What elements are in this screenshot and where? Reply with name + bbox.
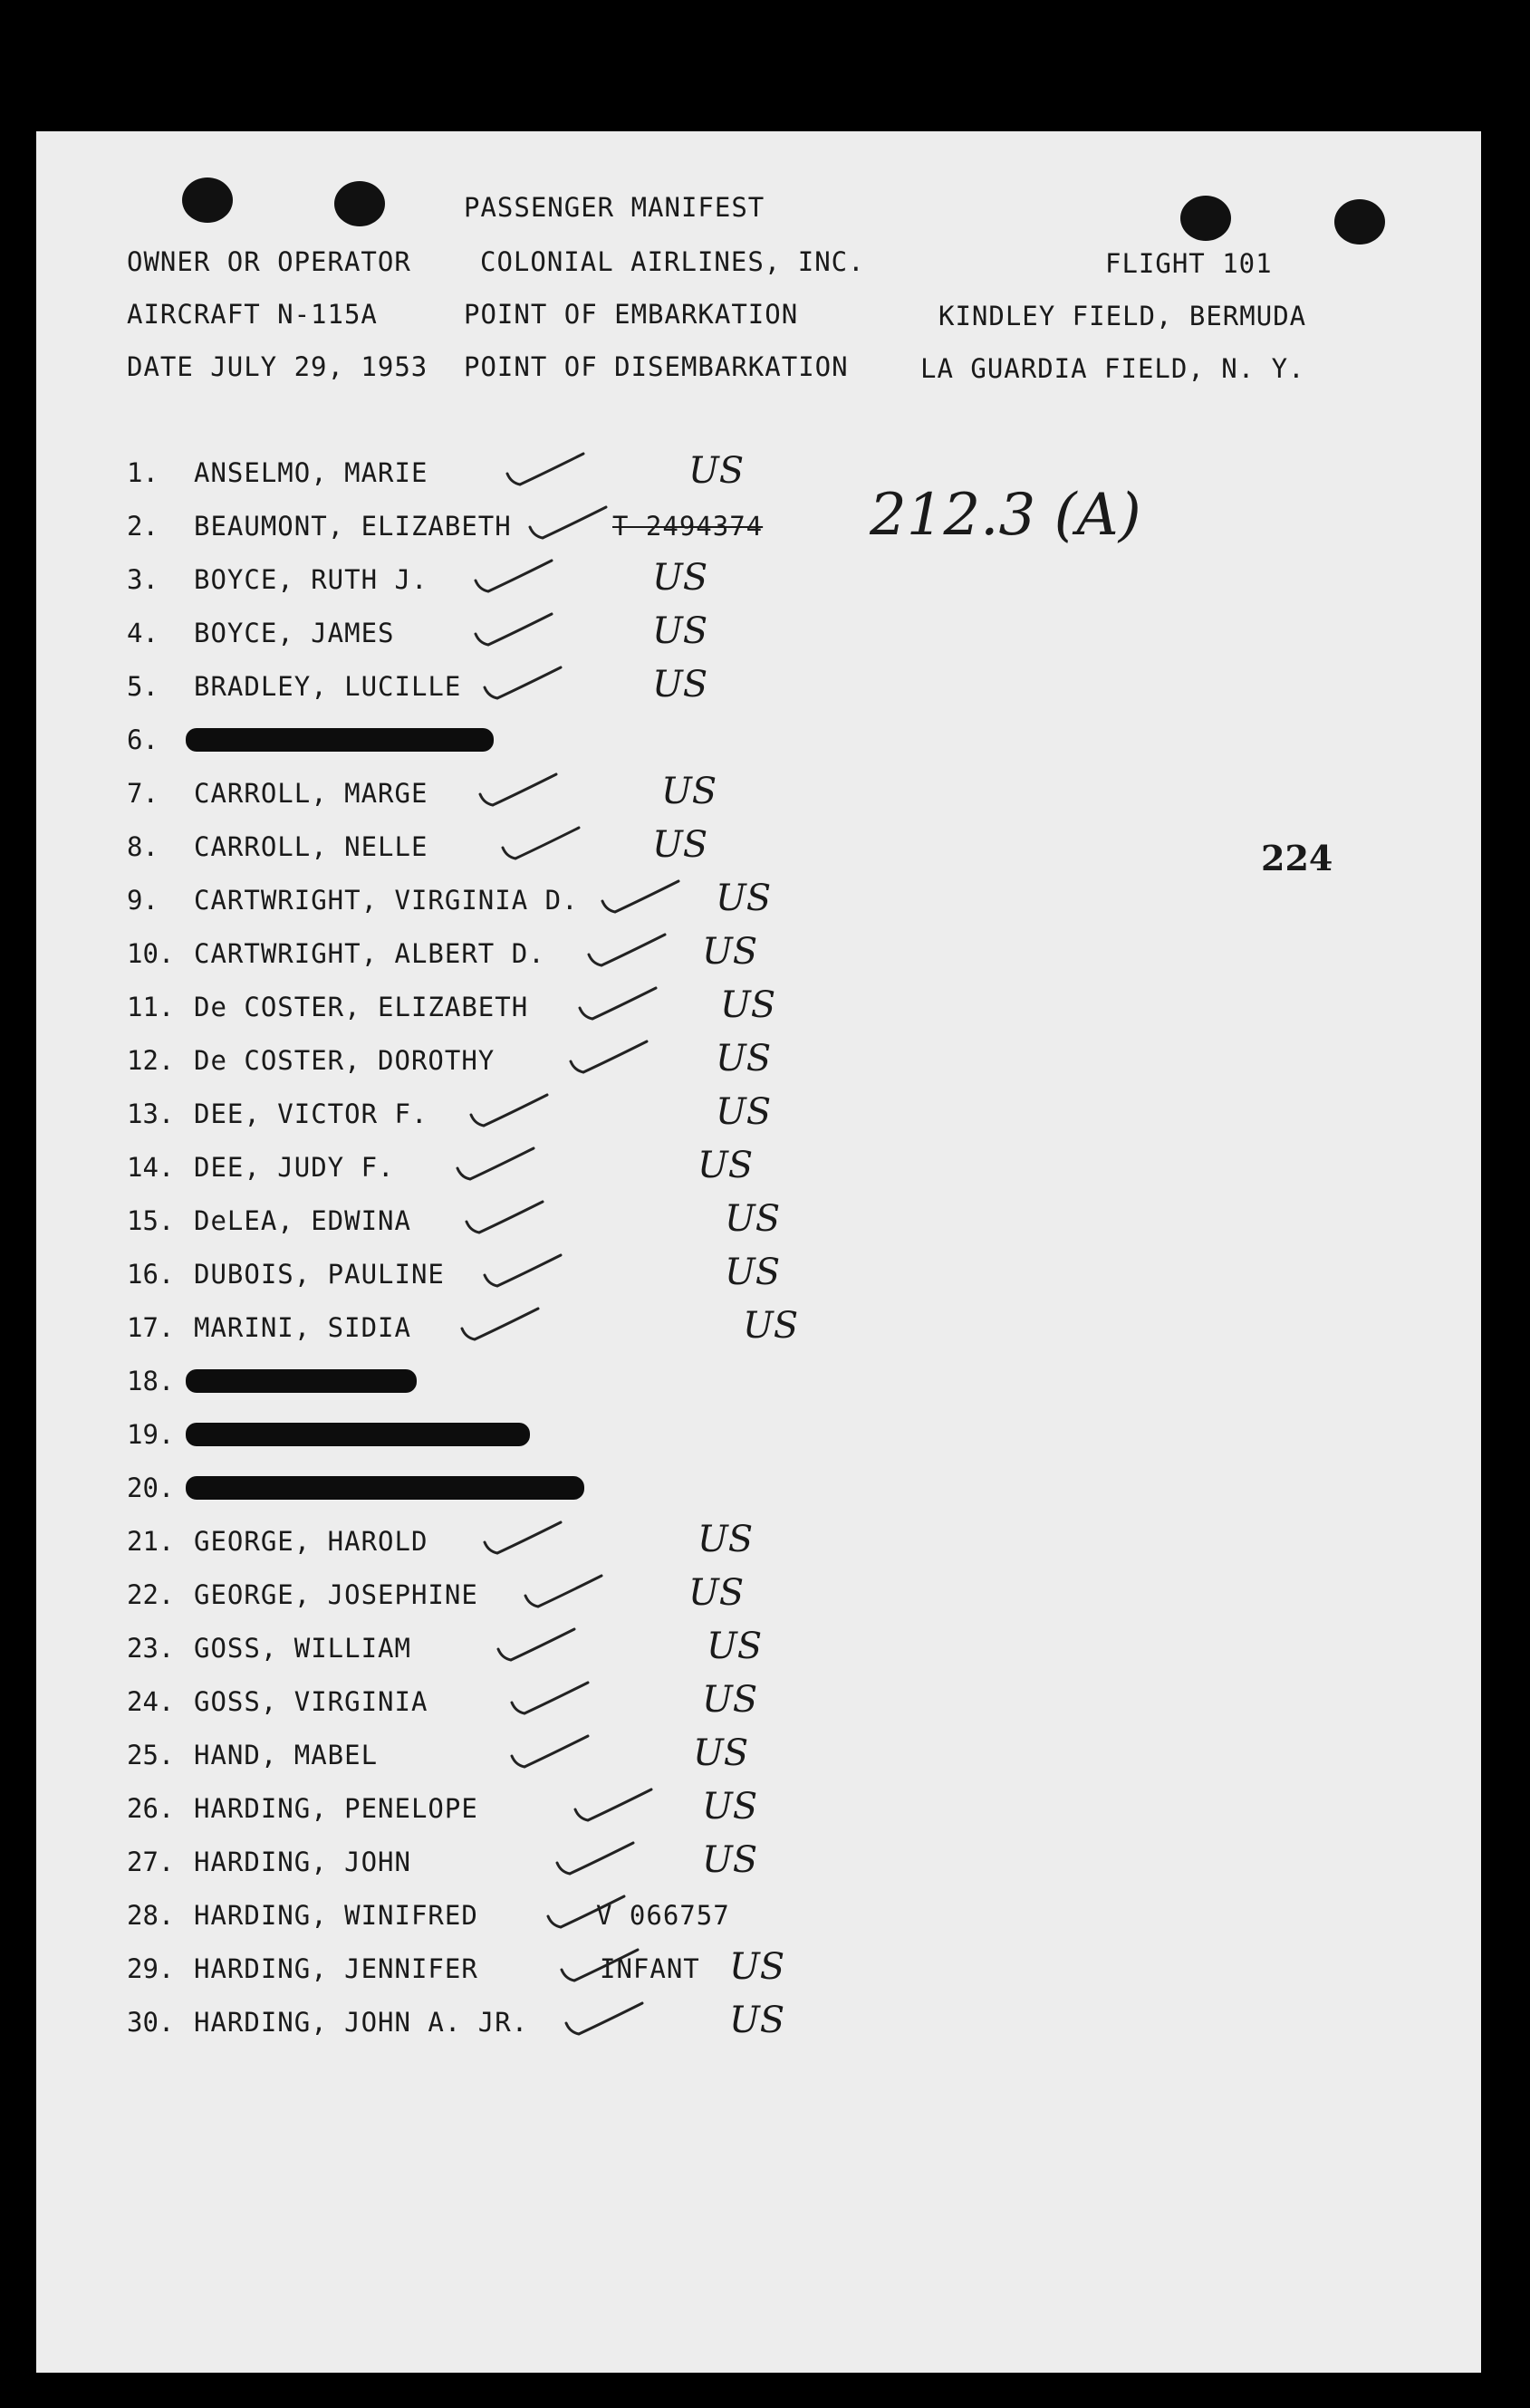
checkmark — [530, 507, 606, 538]
row-number: 8. — [127, 831, 159, 862]
passenger-name: HARDING, JENNIFER — [194, 1953, 478, 1984]
passenger-name: BRADLEY, LUCILLE — [194, 671, 462, 702]
row-number: 26. — [127, 1793, 175, 1824]
row-number: 4. — [127, 618, 159, 648]
checkmark — [467, 1202, 543, 1233]
owner-value: COLONIAL AIRLINES, INC. — [480, 246, 865, 277]
row-number: 7. — [127, 778, 159, 809]
checkmark — [457, 1148, 534, 1179]
us-mark: US — [729, 1946, 785, 1988]
passenger-name: BOYCE, RUTH J. — [194, 564, 428, 595]
date: DATE JULY 29, 1953 — [127, 351, 428, 382]
row-number: 13. — [127, 1098, 175, 1129]
embarkation-value: KINDLEY FIELD, BERMUDA — [938, 301, 1307, 331]
passenger-name: DEE, VICTOR F. — [194, 1098, 428, 1129]
checkmark — [485, 1255, 561, 1286]
checkmark — [476, 614, 552, 645]
checkmark — [548, 1896, 624, 1927]
passenger-name: GOSS, WILLIAM — [194, 1633, 411, 1664]
row-number: 19. — [127, 1419, 175, 1450]
us-mark: US — [698, 1145, 754, 1186]
row-number: 17. — [127, 1312, 175, 1343]
checkmark — [566, 2003, 642, 2034]
row-number: 24. — [127, 1686, 175, 1717]
passenger-name: GEORGE, HAROLD — [194, 1526, 428, 1557]
row-number: 9. — [127, 885, 159, 916]
checkmark — [503, 828, 579, 859]
aircraft: AIRCRAFT N-115A — [127, 299, 378, 330]
checkmark — [498, 1629, 574, 1660]
passenger-name: DUBOIS, PAULINE — [194, 1259, 445, 1290]
passenger-name: MARINI, SIDIA — [194, 1312, 411, 1343]
row-number: 22. — [127, 1579, 175, 1610]
us-mark: US — [652, 824, 708, 866]
row-number: 5. — [127, 671, 159, 702]
row-number: 18. — [127, 1366, 175, 1396]
page-number-stamp: 224 — [1261, 838, 1333, 878]
passenger-note: T 2494374 — [612, 511, 764, 542]
row-number: 10. — [127, 938, 175, 969]
passenger-note: INFANT — [600, 1953, 700, 1984]
us-mark: US — [716, 878, 772, 919]
row-number: 14. — [127, 1152, 175, 1183]
row-number: 23. — [127, 1633, 175, 1664]
passenger-name: HARDING, WINIFRED — [194, 1900, 478, 1931]
row-number: 20. — [127, 1473, 175, 1503]
passenger-name: BOYCE, JAMES — [194, 618, 395, 648]
passenger-name: HARDING, JOHN A. JR. — [194, 2007, 529, 2038]
passenger-name: HAND, MABEL — [194, 1740, 379, 1770]
row-number: 6. — [127, 724, 159, 755]
checkmark — [512, 1683, 588, 1713]
embarkation-label: POINT OF EMBARKATION — [464, 299, 799, 330]
us-mark: US — [652, 664, 708, 705]
passenger-name: BEAUMONT, ELIZABETH — [194, 511, 512, 542]
passenger-name: CARROLL, NELLE — [194, 831, 428, 862]
row-number: 3. — [127, 564, 159, 595]
passenger-name: GEORGE, JOSEPHINE — [194, 1579, 478, 1610]
checkmark — [485, 667, 561, 698]
row-number: 2. — [127, 511, 159, 542]
checkmark — [580, 988, 656, 1019]
passenger-name: CARROLL, MARGE — [194, 778, 428, 809]
passenger-note: V 066757 — [596, 1900, 730, 1931]
us-mark: US — [707, 1626, 763, 1667]
owner-label: OWNER OR OPERATOR — [127, 246, 411, 277]
checkmark — [575, 1789, 651, 1820]
us-mark: US — [729, 2000, 785, 2041]
passenger-name: De COSTER, DOROTHY — [194, 1045, 496, 1076]
us-mark: US — [720, 984, 776, 1026]
us-mark: US — [725, 1198, 781, 1240]
us-mark: US — [702, 1679, 758, 1721]
checkmark — [562, 1950, 638, 1981]
row-number: 16. — [127, 1259, 175, 1290]
us-mark: US — [698, 1519, 754, 1560]
us-mark: US — [693, 1732, 749, 1774]
passenger-name: ANSELMO, MARIE — [194, 457, 428, 488]
us-mark: US — [725, 1252, 781, 1293]
row-number: 21. — [127, 1526, 175, 1557]
handwritten-reference: 212.3 (A) — [870, 482, 1141, 549]
us-mark: US — [702, 1839, 758, 1881]
checkmark — [480, 774, 556, 805]
checkmark — [512, 1736, 588, 1767]
row-number: 30. — [127, 2007, 175, 2038]
manifest-title: PASSENGER MANIFEST — [464, 192, 765, 223]
disembarkation-label: POINT OF DISEMBARKATION — [464, 351, 849, 382]
checkmark — [571, 1041, 647, 1072]
us-mark: US — [661, 771, 717, 812]
checkmark — [507, 454, 583, 484]
row-number: 25. — [127, 1740, 175, 1770]
passenger-name: CARTWRIGHT, VIRGINIA D. — [194, 885, 579, 916]
us-mark: US — [652, 610, 708, 652]
checkmark — [471, 1095, 547, 1126]
checkmark — [525, 1576, 601, 1607]
checkmark — [589, 935, 665, 965]
row-number: 27. — [127, 1847, 175, 1877]
us-mark: US — [716, 1038, 772, 1079]
flight-number: FLIGHT 101 — [1105, 248, 1273, 279]
checkmark — [557, 1843, 633, 1874]
us-mark: US — [688, 450, 745, 492]
row-number: 1. — [127, 457, 159, 488]
passenger-name: HARDING, PENELOPE — [194, 1793, 478, 1824]
checkmark — [485, 1522, 561, 1553]
checkmark — [476, 561, 552, 591]
us-mark: US — [743, 1305, 799, 1347]
us-mark: US — [716, 1091, 772, 1133]
passenger-name: De COSTER, ELIZABETH — [194, 992, 529, 1022]
checkmark — [462, 1309, 538, 1339]
us-mark: US — [702, 931, 758, 973]
us-mark: US — [652, 557, 708, 599]
passenger-name: CARTWRIGHT, ALBERT D. — [194, 938, 545, 969]
passenger-name: DeLEA, EDWINA — [194, 1205, 411, 1236]
us-mark: US — [702, 1786, 758, 1828]
row-number: 12. — [127, 1045, 175, 1076]
passenger-name: HARDING, JOHN — [194, 1847, 411, 1877]
row-number: 11. — [127, 992, 175, 1022]
passenger-name: GOSS, VIRGINIA — [194, 1686, 428, 1717]
row-number: 29. — [127, 1953, 175, 1984]
row-number: 15. — [127, 1205, 175, 1236]
row-number: 28. — [127, 1900, 175, 1931]
us-mark: US — [688, 1572, 745, 1614]
passenger-name: DEE, JUDY F. — [194, 1152, 395, 1183]
disembarkation-value: LA GUARDIA FIELD, N. Y. — [920, 353, 1305, 384]
checkmark — [602, 881, 678, 912]
